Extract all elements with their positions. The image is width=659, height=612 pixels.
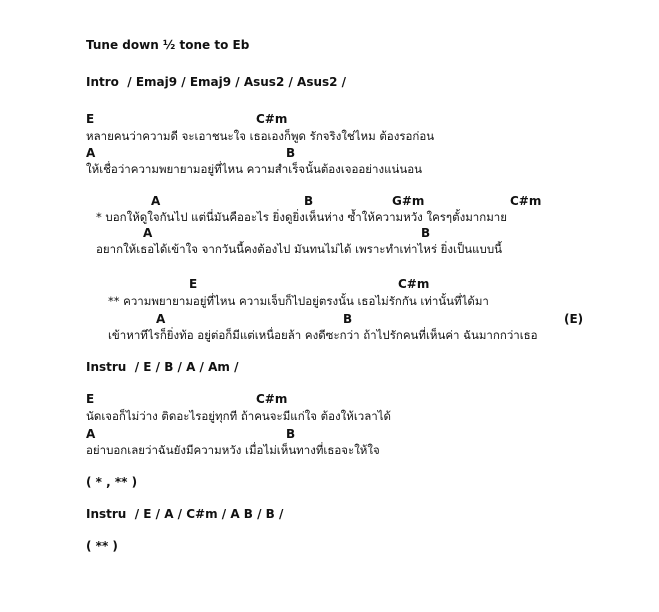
tuning-note: Tune down ½ tone to Eb — [86, 38, 250, 52]
chord: E — [86, 112, 95, 126]
chord: A — [151, 194, 161, 208]
instru-line: Instru / E / B / A / Am / — [86, 360, 239, 374]
chord: B — [286, 146, 296, 160]
lyric-line: เข้าหาทีไรก็ยิ่งท้อ อยู่ต่อก็มีแต่เหนื่อยล้า คงดีซะกว่า ถ้าไปรักคนที่เห็นค่า ฉันมากกว่าเธอ — [108, 328, 538, 342]
chord: G#m — [392, 194, 425, 208]
chord: A — [143, 226, 153, 240]
chord: B — [421, 226, 431, 240]
lyric-line: อย่าบอกเลยว่าฉันยังมีความหวัง เมื่อไม่เห็นทางที่เธอจะให้ใจ — [86, 443, 380, 457]
chord: C#m — [398, 277, 430, 291]
lyric-line: ** ความพยายามอยู่ที่ไหน ความเจ็บก็ไปอยู่ตรงนั้น เธอไม่รักกัน เท่านั้นที่ได้มา — [108, 294, 489, 308]
lyric-line: หลายคนว่าความดี จะเอาชนะใจ เธอเองก็พูด รักจริงใช่ไหม ต้องรอก่อน — [86, 129, 435, 143]
chord: (E) — [564, 312, 584, 326]
lyric-line: อยากให้เธอได้เข้าใจ จากวันนี้คงต้องไป มันทนไม่ได้ เพราะทำเท่าไหร่ ยิ่งเป็นแบบนี้ — [96, 242, 503, 256]
lyric-line: ให้เชื่อว่าความพยายามอยู่ที่ไหน ความสำเร็จนั้นต้องเจออย่างแน่นอน — [86, 162, 423, 176]
chord: A — [156, 312, 166, 326]
lyric-line: * บอกให้ดูใจกันไป แต่นี่มันคืออะไร ยิ่งดูยิ่งเห็นห่าง ซ้ำให้ความหวัง ใครๆตั้งมากมาย — [96, 210, 507, 224]
repeat-marker: ( * , ** ) — [86, 475, 138, 489]
chord: E — [189, 277, 198, 291]
chord: C#m — [256, 112, 288, 126]
chord: B — [343, 312, 353, 326]
instru-line: Instru / E / A / C#m / A B / B / — [86, 507, 284, 521]
chord: A — [86, 146, 96, 160]
chord: C#m — [256, 392, 288, 406]
lyric-line: นัดเจอก็ไม่ว่าง ติดอะไรอยู่ทุกที ถ้าคนจะมีแก่ใจ ต้องให้เวลาได้ — [86, 409, 392, 423]
chord: B — [286, 427, 296, 441]
intro-line: Intro / Emaj9 / Emaj9 / Asus2 / Asus2 / — [86, 75, 347, 89]
chord: C#m — [510, 194, 542, 208]
chord: E — [86, 392, 95, 406]
repeat-marker: ( ** ) — [86, 539, 118, 553]
chord: B — [304, 194, 314, 208]
chord: A — [86, 427, 96, 441]
